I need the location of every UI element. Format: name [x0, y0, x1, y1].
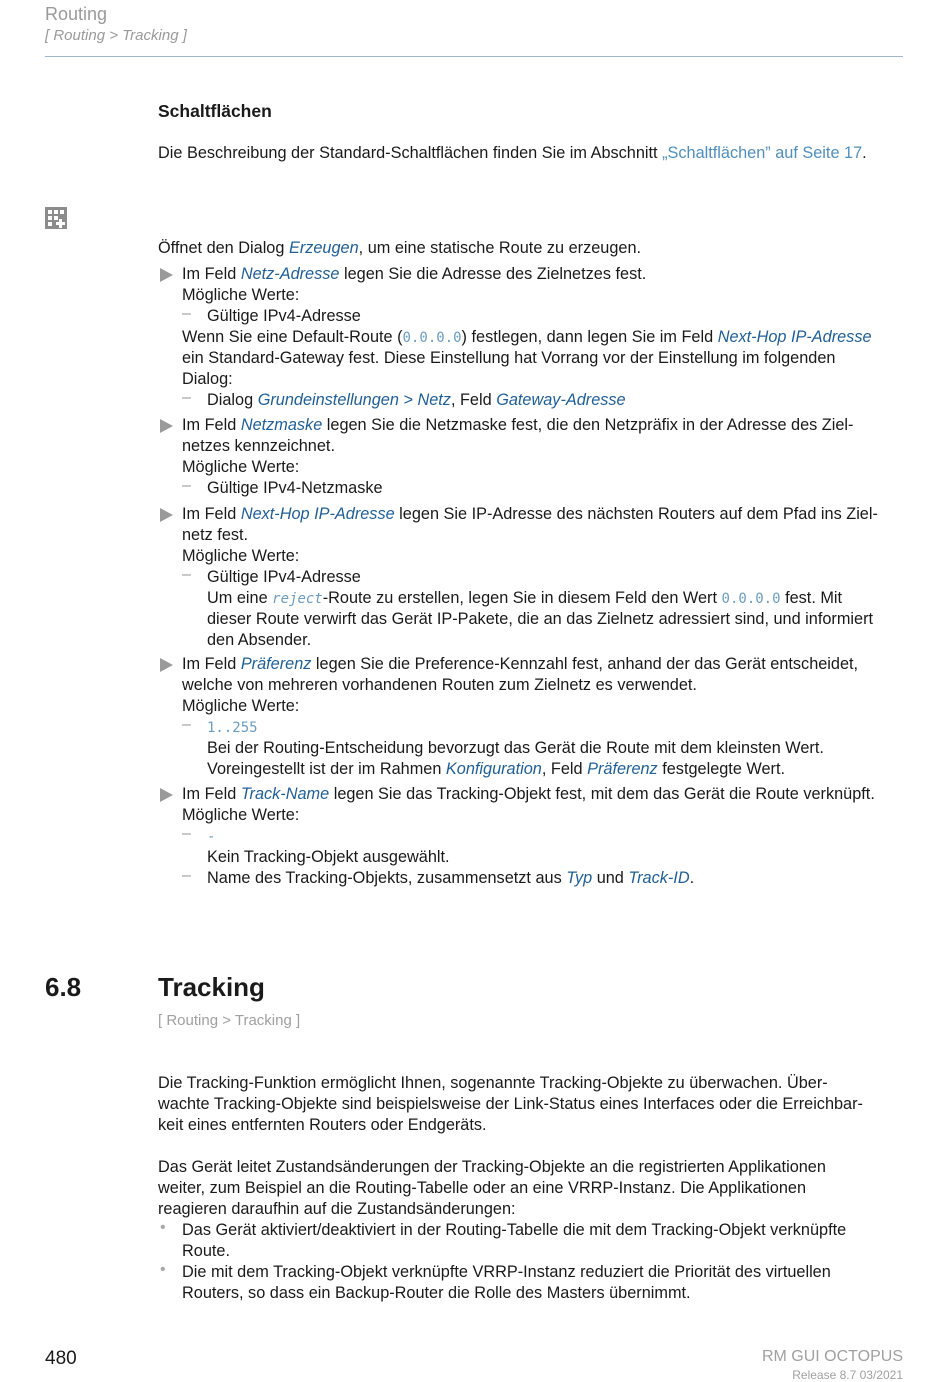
netz-default-note-2: ein Standard-Gateway fest. Diese Einstellung hat Vorrang vor der Einstellung im folgenden: [182, 349, 836, 367]
dash-marker: –: [182, 305, 191, 322]
step-arrow-icon: [160, 419, 173, 433]
nexthop-reject-note-3: den Absender.: [207, 631, 312, 649]
netz-dialog-ref: Dialog Grundeinstellungen > Netz, Feld Gateway-Adresse: [207, 391, 626, 409]
footer-release: Release 8.7 03/2021: [792, 1368, 903, 1382]
nexthop-step-2: netz fest.: [182, 526, 249, 544]
header-divider: [45, 56, 903, 57]
step-arrow-icon: [160, 658, 173, 672]
possible-values-label: Mögliche Werte:: [182, 286, 300, 304]
buttons-description: Die Beschreibung der Standard-Schaltflächen finden Sie im Abschnitt „Schaltflächen” auf Seite 17.: [158, 144, 867, 162]
pref-desc: Bei der Routing-Entscheidung bevorzugt das Gerät die Route mit dem kleinsten Wert.: [207, 739, 824, 757]
section-breadcrumb: [ Routing > Tracking ]: [158, 1012, 301, 1029]
add-table-icon: [45, 207, 67, 229]
dash-marker: –: [182, 389, 191, 406]
step-arrow-icon: [160, 508, 173, 522]
footer-document-title: RM GUI OCTOPUS: [761, 1348, 903, 1365]
possible-values-label: Mögliche Werte:: [182, 806, 300, 824]
dash-marker: –: [182, 716, 191, 733]
tracking-bullet-1: Das Gerät aktiviert/deaktiviert in der Routing-Tabelle die mit dem Tracking-Objekt verknüpfte: [182, 1221, 847, 1239]
bullet-marker: •: [160, 1261, 166, 1278]
netz-value: Gültige IPv4-Adresse: [207, 307, 361, 325]
possible-values-label: Mögliche Werte:: [182, 697, 300, 715]
possible-values-label: Mögliche Werte:: [182, 458, 300, 476]
dash-marker: –: [182, 477, 191, 494]
mask-step: Im Feld Netzmaske legen Sie die Netzmaske fest, die den Netzpräfix in der Adresse des Ziel-: [182, 416, 854, 434]
track-none-desc: Kein Tracking-Objekt ausgewählt.: [207, 848, 450, 866]
tracking-bullet-1-line-2: Route.: [182, 1242, 230, 1260]
header-breadcrumb: [ Routing > Tracking ]: [45, 27, 187, 44]
dash-marker: –: [182, 867, 191, 884]
page-number: 480: [45, 1348, 77, 1369]
tracking-bullet-2: Die mit dem Tracking-Objekt verknüpfte VRRP-Instanz reduziert die Priorität des virtuellen: [182, 1263, 831, 1281]
pref-step: Im Feld Präferenz legen Sie die Preference-Kennzahl fest, anhand der das Gerät entscheidet,: [182, 655, 859, 673]
netz-step: Im Feld Netz-Adresse legen Sie die Adresse des Zielnetzes fest.: [182, 265, 647, 283]
buttons-heading: Schaltflächen: [158, 101, 272, 121]
pref-range: 1..255: [207, 720, 258, 736]
dash-marker: –: [182, 825, 191, 842]
possible-values-label: Mögliche Werte:: [182, 547, 300, 565]
tracking-bullet-2-line-2: Routers, so dass ein Backup-Router die Rolle des Masters übernimmt.: [182, 1284, 691, 1302]
tracking-para-2: Das Gerät leitet Zustandsänderungen der Tracking-Objekte an die registrierten Applikationen: [158, 1158, 826, 1176]
mask-value: Gültige IPv4-Netzmaske: [207, 479, 383, 497]
step-arrow-icon: [160, 268, 173, 282]
dash-marker: –: [182, 566, 191, 583]
tracking-para-2-line-2: weiter, zum Beispiel an die Routing-Tabelle oder an eine VRRP-Instanz. Die Applikationen: [158, 1179, 806, 1197]
pref-step-2: welche von mehreren vorhandenen Routen zum Zielnetz es verwendet.: [182, 676, 697, 694]
pref-desc-2: Voreingestellt ist der im Rahmen Konfiguration, Feld Präferenz festgelegte Wert.: [207, 760, 786, 778]
tracking-para-1-line-3: keit eines entfernten Routers oder Endgeräts.: [158, 1116, 487, 1134]
buttons-section-link[interactable]: „Schaltflächen” auf Seite 17: [662, 144, 863, 162]
track-none-value: -: [207, 829, 216, 845]
tracking-para-2-line-3: reagieren daraufhin auf die Zustandsänderungen:: [158, 1200, 516, 1218]
create-intro: Öffnet den Dialog Erzeugen, um eine statische Route zu erzeugen.: [158, 239, 642, 257]
tracking-para-1: Die Tracking-Funktion ermöglicht Ihnen, sogenannte Tracking-Objekte zu überwachen. Über-: [158, 1074, 828, 1092]
section-number: 6.8: [45, 972, 82, 1002]
tracking-para-1-line-2: wachte Tracking-Objekte sind beispielsweise der Link-Status eines Interfaces oder die Erreichbar-: [158, 1095, 863, 1113]
nexthop-reject-note: Um eine reject-Route zu erstellen, legen Sie in diesem Feld den Wert 0.0.0.0 fest. Mit: [207, 589, 843, 607]
nexthop-reject-note-2: dieser Route verwirft das Gerät IP-Pakete, die an das Zielnetz adressiert sind, und informiert: [207, 610, 874, 628]
step-arrow-icon: [160, 788, 173, 802]
track-step: Im Feld Track-Name legen Sie das Tracking-Objekt fest, mit dem das Gerät die Route verknüpft.: [182, 785, 875, 803]
netz-default-note: Wenn Sie eine Default-Route (0.0.0.0) festlegen, dann legen Sie im Feld Next-Hop IP-Adresse: [182, 328, 872, 346]
nexthop-step: Im Feld Next-Hop IP-Adresse legen Sie IP-Adresse des nächsten Routers auf dem Pfad ins Ziel-: [182, 505, 878, 523]
section-title: Tracking: [158, 972, 265, 1002]
nexthop-value: Gültige IPv4-Adresse: [207, 568, 361, 586]
bullet-marker: •: [160, 1219, 166, 1236]
track-name-value: Name des Tracking-Objekts, zusammensetzt aus Typ und Track-ID.: [207, 869, 695, 887]
mask-step-2: netzes kennzeichnet.: [182, 437, 335, 455]
netz-default-note-3: Dialog:: [182, 370, 233, 388]
header-title: Routing: [45, 4, 108, 24]
